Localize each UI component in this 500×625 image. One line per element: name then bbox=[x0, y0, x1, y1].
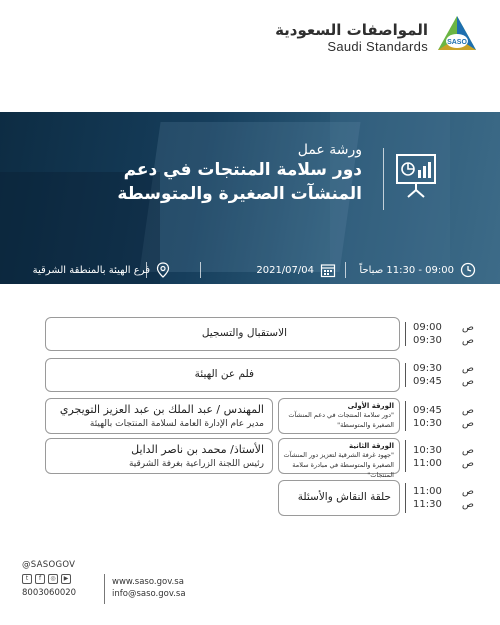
paper-label: الورقة الثانية bbox=[349, 442, 394, 450]
divider bbox=[200, 262, 201, 278]
speaker-name: الأستاذ/ محمد بن ناصر الدايل bbox=[131, 443, 264, 456]
time-divider bbox=[405, 483, 406, 513]
logo-badge-text: SASO bbox=[447, 39, 467, 46]
schedule-time: 10:30 ص 11:00 ص bbox=[413, 445, 474, 469]
time-end: 09:30 bbox=[413, 335, 442, 346]
schedule-item-box bbox=[45, 317, 400, 351]
time-start: 10:30 bbox=[413, 445, 442, 456]
event-time-text: 09:00 - 11:30 صباحاً bbox=[359, 264, 454, 276]
social-icons bbox=[22, 574, 482, 584]
schedule-item-title: حلقة النقاش والأسئلة bbox=[297, 491, 391, 503]
event-time bbox=[359, 262, 476, 278]
time-end: 11:00 bbox=[413, 458, 442, 469]
logo-english-text: Saudi Standards bbox=[327, 38, 428, 54]
footer bbox=[22, 560, 482, 610]
schedule-time: 09:30 ص 09:45 ص bbox=[413, 363, 474, 387]
schedule-item-title: الاستقبال والتسجيل bbox=[201, 327, 287, 339]
divider bbox=[383, 148, 384, 210]
calendar-icon bbox=[320, 262, 336, 278]
clock-icon bbox=[460, 262, 476, 278]
schedule-item-box bbox=[278, 480, 400, 516]
youtube-icon[interactable]: ▶ bbox=[61, 574, 71, 584]
event-location-text: فرع الهيئة بالمنطقة الشرقية bbox=[32, 264, 150, 276]
paper-label: الورقة الأولى bbox=[347, 402, 394, 410]
schedule-time: 09:00 ص 09:30 ص bbox=[413, 322, 474, 346]
schedule-time: 11:00 ص 11:30 ص bbox=[413, 486, 474, 510]
speaker-box bbox=[45, 438, 273, 474]
time-start: 09:00 bbox=[413, 322, 442, 333]
schedule-time: 09:45 ص 10:30 ص bbox=[413, 405, 474, 429]
event-date-text: 2021/07/04 bbox=[256, 264, 314, 276]
saso-emblem-icon bbox=[436, 14, 478, 60]
speaker-name: المهندس / عبد الملك بن عبد العزيز التويجري bbox=[59, 403, 264, 416]
paper-box bbox=[278, 438, 400, 479]
presentation-board-icon bbox=[394, 152, 438, 198]
paper-box bbox=[278, 398, 400, 434]
header bbox=[0, 0, 500, 112]
event-info-row bbox=[0, 262, 500, 282]
website-link[interactable]: www.saso.gov.sa bbox=[112, 577, 184, 587]
facebook-icon[interactable]: f bbox=[35, 574, 45, 584]
schedule-item-title: فلم عن الهيئة bbox=[194, 368, 254, 380]
time-divider bbox=[405, 363, 406, 387]
speaker-box bbox=[45, 398, 273, 434]
workshop-title-line2: المنشآت الصغيرة والمتوسطة bbox=[117, 184, 362, 204]
location-pin-icon bbox=[156, 262, 170, 278]
speaker-role: مدير عام الإدارة العامة لسلامة المنتجات بالهيئة bbox=[89, 419, 264, 429]
time-start: 09:30 bbox=[413, 363, 442, 374]
time-divider bbox=[405, 322, 406, 346]
time-start: 11:00 bbox=[413, 486, 442, 497]
workshop-label: ورشة عمل bbox=[297, 142, 362, 158]
event-location bbox=[33, 262, 170, 278]
social-handle: @SASOGOV bbox=[22, 560, 76, 570]
time-end: 09:45 bbox=[413, 376, 442, 387]
paper-title: "جهود غرفة الشرقية لتعزيز دور المنشآت الصغيرة والمتوسطة في مبادرة سلامة المنتجات" bbox=[283, 451, 394, 479]
divider bbox=[345, 262, 346, 278]
banner-title-block bbox=[117, 142, 362, 206]
banner bbox=[0, 112, 500, 284]
schedule-item-box bbox=[45, 358, 400, 392]
time-start: 09:45 bbox=[413, 405, 442, 416]
phone-number: 8003060020 bbox=[22, 588, 77, 598]
time-end: 11:30 bbox=[413, 499, 442, 510]
divider bbox=[104, 574, 105, 604]
saso-logo bbox=[275, 14, 478, 60]
logo-arabic-text: المواصفات السعودية bbox=[275, 20, 428, 39]
speaker-role: رئيس اللجنة الزراعية بغرفة الشرقية bbox=[128, 459, 264, 469]
instagram-icon[interactable]: ◎ bbox=[48, 574, 58, 584]
workshop-title-line1: دور سلامة المنتجات في دعم bbox=[123, 160, 362, 180]
paper-title: "دور سلامة المنتجات في دعم المنشآت الصغيرة والمتوسطة" bbox=[288, 411, 394, 429]
time-divider bbox=[405, 440, 406, 472]
email-link[interactable]: info@saso.gov.sa bbox=[112, 589, 186, 599]
time-end: 10:30 bbox=[413, 418, 442, 429]
twitter-icon[interactable]: t bbox=[22, 574, 32, 584]
event-date bbox=[256, 262, 336, 278]
time-divider bbox=[405, 401, 406, 431]
